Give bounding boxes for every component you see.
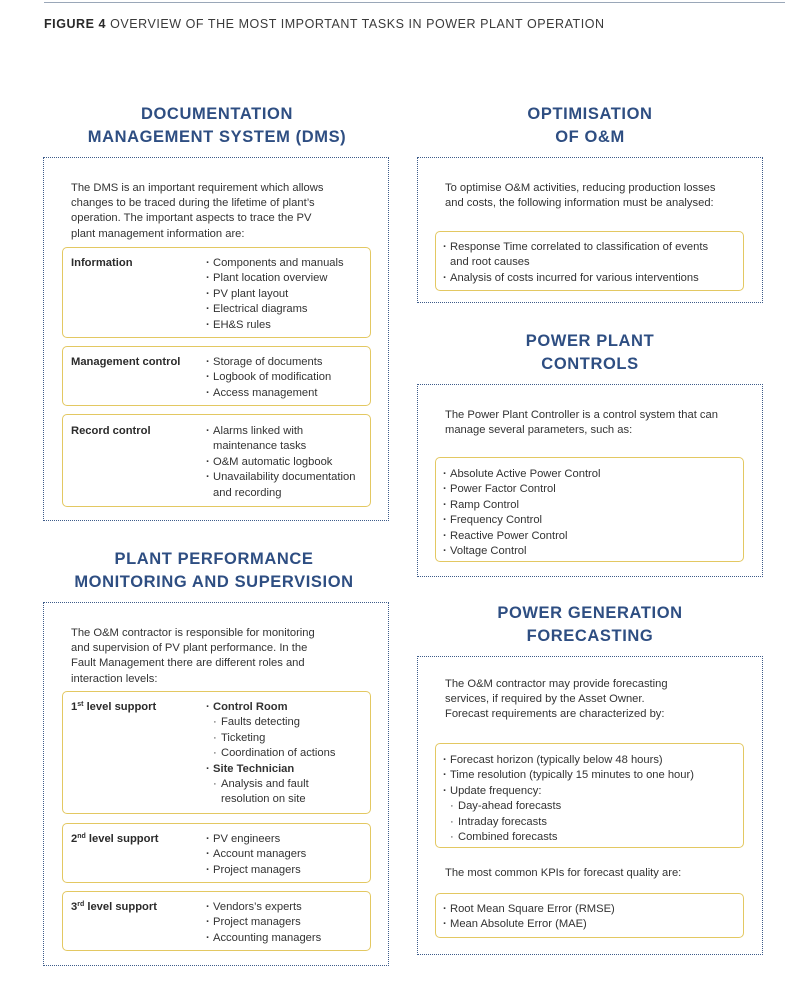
dms-intro-line: changes to be traced during the lifetime of plant’s — [71, 197, 315, 210]
level-text: level support — [83, 701, 157, 713]
pgf-heading-line2: FORECASTING — [526, 627, 654, 645]
level-suffix: nd — [77, 833, 86, 840]
dms-row-label: Management control — [71, 356, 181, 368]
dms-row-items — [206, 256, 344, 333]
list-item-continuation: maintenance tasks — [213, 440, 307, 453]
dms-intro — [71, 181, 371, 242]
pgf-intro-line: Forecast requirements are characterized by: — [445, 708, 665, 721]
perf-intro-line: Fault Management there are different roles and — [71, 657, 305, 670]
level-number: 1 — [71, 701, 78, 713]
list-item: · Electrical diagrams — [206, 302, 344, 317]
list-item-continuation: and root causes — [450, 256, 530, 269]
level-text: level support — [84, 901, 157, 913]
list-item: · Time resolution (typically 15 minutes to one hour) — [443, 768, 694, 783]
opt-heading-line2: OF O&M — [555, 128, 625, 146]
opt-intro — [445, 181, 750, 211]
perf-intro-line: interaction levels: — [71, 672, 158, 685]
ppc-heading — [417, 330, 763, 376]
figure-title — [44, 17, 605, 31]
perf-row-label — [71, 833, 159, 845]
ppc-heading-line1: POWER PLANT — [525, 332, 655, 350]
pgf-heading — [417, 602, 763, 648]
list-subitem: · Analysis and fault — [206, 777, 335, 792]
figure-title-text: OVERVIEW OF THE MOST IMPORTANT TASKS IN POWER PLANT OPERATION — [110, 17, 605, 31]
list-subitem-continuation: resolution on site — [221, 793, 306, 806]
dms-heading — [44, 103, 390, 149]
list-item: · Site Technician — [206, 762, 335, 777]
dms-row-label: Record control — [71, 425, 151, 437]
perf-heading — [44, 548, 384, 594]
ppc-intro-line: The Power Plant Controller is a control system that can — [445, 409, 718, 421]
level-suffix: rd — [77, 901, 85, 908]
list-item: · Components and manuals — [206, 256, 344, 271]
list-item: · Ramp Control — [443, 498, 600, 513]
pgf-kpi-intro: The most common KPIs for forecast quality are: — [445, 867, 682, 879]
perf-row-label — [71, 901, 157, 913]
list-subitem: · Day-ahead forecasts — [443, 799, 694, 814]
list-item: · Root Mean Square Error (RMSE) — [443, 902, 615, 917]
perf-heading-line2: MONITORING AND SUPERVISION — [74, 573, 354, 591]
list-item: · Forecast horizon (typically below 48 hours) — [443, 753, 694, 768]
list-item: · Mean Absolute Error (MAE) — [443, 917, 615, 932]
list-item: · Project managers — [206, 863, 306, 878]
list-item-continuation: and recording — [213, 486, 282, 499]
list-item: · PV engineers — [206, 832, 306, 847]
dms-row-label: Information — [71, 257, 133, 269]
perf-intro-line: The O&M contractor is responsible for monitoring — [71, 627, 315, 639]
list-item: · Project managers — [206, 915, 321, 930]
list-item: · Vendors’s experts — [206, 900, 321, 915]
opt-heading — [417, 103, 763, 149]
level-text: level support — [85, 833, 159, 845]
list-item: · Power Factor Control — [443, 482, 600, 497]
perf-row-items — [206, 700, 335, 808]
list-item: · Analysis of costs incurred for various interventions — [443, 271, 708, 286]
perf-intro-line: and supervision of PV plant performance. In the — [71, 642, 308, 655]
opt-intro-line: To optimise O&M activities, reducing production losses — [445, 182, 716, 194]
perf-row-items — [206, 900, 321, 946]
perf-row-items — [206, 832, 306, 878]
list-item: · EH&S rules — [206, 318, 344, 333]
list-item: · O&M automatic logbook — [206, 455, 355, 470]
dms-intro-line: operation. The important aspects to trace the PV — [71, 212, 312, 225]
list-item: · Voltage Control — [443, 544, 600, 559]
list-subitem: · Intraday forecasts — [443, 815, 694, 830]
list-subitem: · Faults detecting — [206, 715, 335, 730]
dms-row-items — [206, 355, 331, 401]
pgf-kpi-items — [443, 902, 615, 933]
opt-heading-line1: OPTIMISATION — [527, 105, 653, 123]
top-rule — [44, 2, 785, 3]
ppc-intro — [445, 408, 750, 438]
list-item: · Plant location overview — [206, 271, 344, 286]
list-item: · Reactive Power Control — [443, 529, 600, 544]
list-item: · Response Time correlated to classification of events — [443, 240, 708, 255]
perf-heading-line1: PLANT PERFORMANCE — [114, 550, 314, 568]
dms-row-items — [206, 424, 355, 501]
perf-intro — [71, 626, 371, 687]
figure-label: FIGURE 4 — [44, 17, 107, 31]
pgf-intro — [445, 677, 750, 723]
dms-heading-line1: DOCUMENTATION — [140, 105, 293, 123]
list-item: · Absolute Active Power Control — [443, 467, 600, 482]
list-item: · Update frequency: — [443, 784, 694, 799]
list-item: · PV plant layout — [206, 287, 344, 302]
list-item: · Storage of documents — [206, 355, 331, 370]
level-number: 3 — [71, 901, 78, 913]
list-subitem: · Ticketing — [206, 731, 335, 746]
dms-intro-line: The DMS is an important requirement which allows — [71, 182, 324, 194]
pgf-intro-line: services, if required by the Asset Owner. — [445, 693, 645, 706]
pgf-heading-line1: POWER GENERATION — [497, 604, 683, 622]
list-item: · Logbook of modification — [206, 370, 331, 385]
list-subitem: · Combined forecasts — [443, 830, 694, 845]
dms-intro-line: plant management information are: — [71, 227, 245, 240]
list-item: · Alarms linked with — [206, 424, 355, 439]
ppc-items — [443, 467, 600, 559]
ppc-intro-line: manage several parameters, such as: — [445, 424, 633, 437]
list-item: · Account managers — [206, 847, 306, 862]
opt-intro-line: and costs, the following information must be analysed: — [445, 197, 714, 210]
list-item: · Accounting managers — [206, 931, 321, 946]
list-item: · Control Room — [206, 700, 335, 715]
list-item: · Access management — [206, 386, 331, 401]
level-suffix: st — [77, 701, 84, 708]
dms-heading-line2: MANAGEMENT SYSTEM (DMS) — [87, 128, 347, 146]
list-item: · Frequency Control — [443, 513, 600, 528]
pgf-items — [443, 753, 694, 845]
ppc-heading-line2: CONTROLS — [541, 355, 639, 373]
level-number: 2 — [71, 833, 78, 845]
opt-items — [443, 240, 708, 286]
list-item: · Unavailability documentation — [206, 470, 355, 485]
perf-row-label — [71, 701, 156, 713]
list-subitem: · Coordination of actions — [206, 746, 335, 761]
pgf-intro-line: The O&M contractor may provide forecasting — [445, 678, 668, 690]
